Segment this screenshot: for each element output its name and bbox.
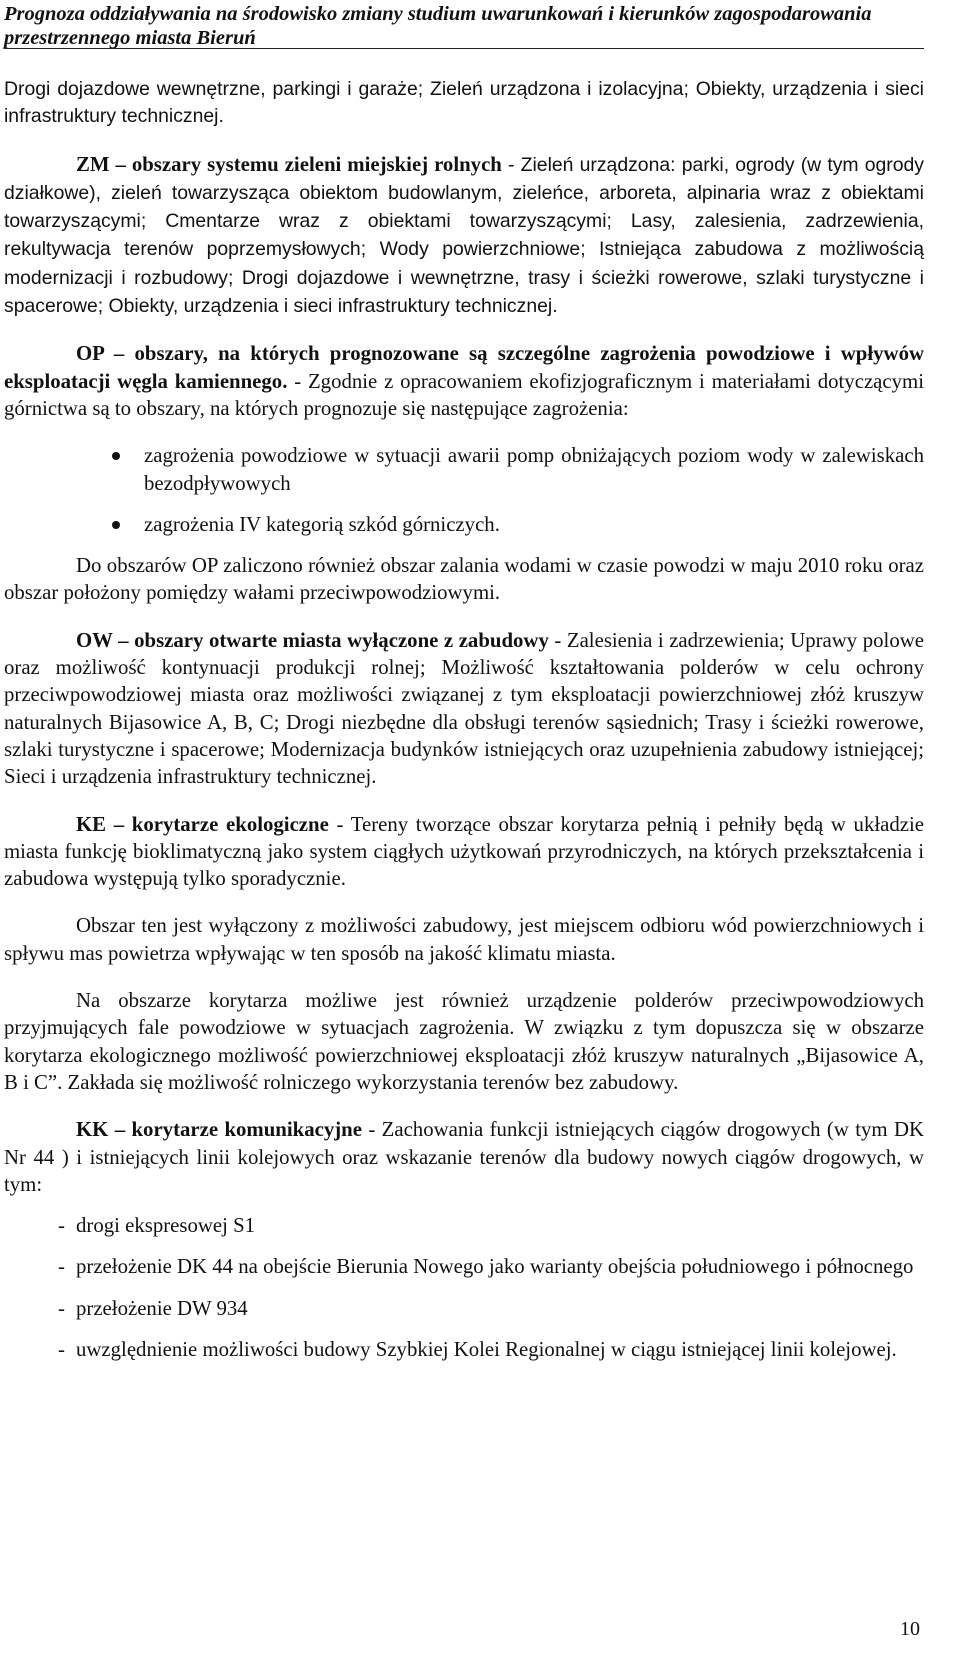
section-zm — [4, 151, 924, 321]
page-number: 10 — [900, 1618, 920, 1640]
running-header — [4, 2, 924, 50]
section-ke-title: KE – korytarze ekologiczne — [76, 812, 329, 836]
section-op-title: OP – obszary, na których prognozowane są szczególne zagrożenia powodziowe i wpływów eksploatacji węgla kamiennego. — [4, 342, 924, 393]
section-op — [4, 340, 924, 422]
bullet-icon — [112, 521, 120, 529]
paragraph-continuation: Drogi dojazdowe wewnętrzne, parkingi i garaże; Zieleń urządzona i izolacyjna; Obiekty, urządzenia i sieci infrastruktury technicznej. — [4, 78, 924, 128]
header-divider — [4, 48, 924, 49]
section-op-text: - Zgodnie z opracowaniem ekofizjograficznym i materiałami dotyczącymi górnictwa są to obszary, na których prognozuje się następujące zagrożenia: — [4, 369, 924, 420]
section-ow-title: OW – obszary otwarte miasta wyłączone z zabudowy — [76, 628, 549, 652]
section-ow — [4, 627, 924, 791]
list-item: - uwzględnienie możliwości budowy Szybkiej Kolei Regionalnej w ciągu istniejącej linii kolejowej. — [58, 1337, 897, 1361]
section-op-note: Do obszarów OP zaliczono również obszar zalania wodami w czasie powodzi w maju 2010 roku oraz obszar położony pomiędzy wałami przeciwpowodziowymi. — [4, 554, 924, 605]
list-item: - przełożenie DK 44 na obejście Bierunia Nowego jako warianty obejścia południowego i północnego — [58, 1255, 914, 1279]
document-body — [4, 76, 924, 1377]
section-kk — [4, 1116, 924, 1198]
running-header-line-2: przestrzennego miasta Bieruń — [4, 27, 256, 49]
section-ke-paragraph-2: Obszar ten jest wyłączony z możliwości zabudowy, jest miejscem odbioru wód powierzchniowych i spływu mas powietrza wpływając w ten sposób na jakość klimatu miasta. — [4, 914, 924, 965]
section-ke-paragraph-3: Na obszarze korytarza możliwe jest również urządzenie polderów przeciwpowodziowych przyjmujących fale powodziowe w sytuacjach zagrożenia. W związku z tym dopuszcza się w obszarze korytarza ekologicznego możliwość powierzchniowej eksploatacji złóż kruszyw naturalnych „Bijasowice A, B i C”. Zakłada się możliwość rolniczego wykorzystania terenów bez zabudowy. — [4, 989, 924, 1094]
list-item: - drogi ekspresowej S1 — [58, 1214, 256, 1238]
section-ke-text: - Tereny tworzące obszar korytarza pełnią i pełniły będą w układzie miasta funkcję bioklimatyczną jako system ciągłych użytkowań przyrodniczych, na których przekształcenia i zabudowa występują tylko sporadycznie. — [4, 812, 924, 891]
list-item: - przełożenie DW 934 — [58, 1296, 248, 1320]
kk-dash-list — [4, 1212, 924, 1363]
section-kk-text: - Zachowania funkcji istniejących ciągów drogowych (w tym DK Nr 44 ) i istniejących linii kolejowych oraz wskazanie terenów dla budowy nowych ciągów drogowych, w tym: — [4, 1118, 924, 1196]
op-bullet-list — [4, 442, 924, 538]
running-header-line-1: Prognoza oddziaływania na środowisko zmiany studium uwarunkowań i kierunków zagospodarowania — [4, 3, 872, 25]
list-item: zagrożenia IV kategorią szkód górniczych. — [4, 511, 924, 538]
section-kk-title: KK – korytarze komunikacyjne — [76, 1118, 362, 1142]
section-zm-title: ZM – obszary systemu zieleni miejskiej rolnych — [76, 152, 502, 176]
section-zm-text: - Zieleń urządzona: parki, ogrody (w tym ogrody działkowe), zieleń towarzysząca obiektom budowlanym, zieleńce, arboreta, alpinaria wraz z obiektami towarzyszącymi; Cmentarze wraz z obiektami towarzyszącymi; Lasy, zalesienia, zadrzewienia, rekultywacja terenów poprzemysłowych; Wody powierzchniowe; Istniejąca zabudowa z możliwością modernizacji i rozbudowy; Drogi dojazdowe i wewnętrzne, trasy i ścieżki rowerowe, szlaki turystyczne i spacerowe; Obiekty, urządzenia i sieci infrastruktury technicznej. — [4, 153, 924, 318]
list-item: zagrożenia powodziowe w sytuacji awarii pomp obniżających poziom wody w zalewiskach bezodpływowych — [4, 442, 924, 497]
section-ke — [4, 811, 924, 893]
section-ow-text: - Zalesienia i zadrzewienia; Uprawy polowe oraz możliwość kontynuacji produkcji rolnej; Możliwość kształtowania polderów w celu ochrony przeciwpowodziowej miasta oraz możliwości związanej z tym eksploatacji powierzchniowej złóż kruszyw naturalnych Bijasowice A, B, C; Drogi niezbędne dla obsługi terenów sąsiednich; Trasy i ścieżki rowerowe, szlaki turystyczne i spacerowe; Modernizacja budynków istniejących oraz uzupełnienia zabudowy istniejącej; Sieci i urządzenia infrastruktury technicznej. — [4, 628, 924, 789]
bullet-icon — [112, 452, 120, 460]
